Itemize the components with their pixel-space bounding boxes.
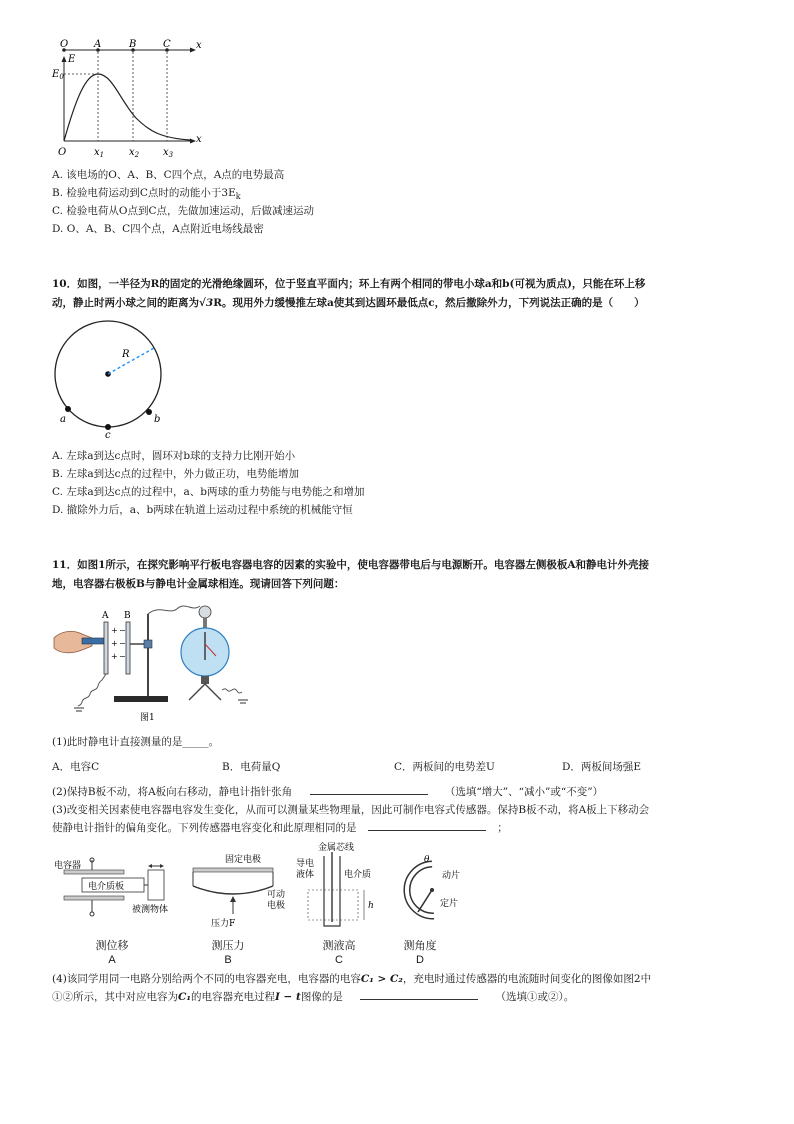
q11-part4-line2: ①②所示，其中对应电容为C₁的电容器充电过程I − t图像的是 （选填①或②）。	[52, 988, 574, 1006]
q9-graph	[50, 38, 210, 163]
plus-sign: +	[111, 652, 118, 661]
graph-label-x-bottom: x	[196, 134, 202, 145]
fig1-label-b: B	[124, 611, 131, 621]
q11-stem-line1: 11．如图1所示，在探究影响平行板电容器电容的因素的实验中，使电容器带电后与电源断开。电容器左侧极板A和静电计外壳接	[52, 559, 650, 571]
sensor-c-label-liquid1: 导电	[296, 859, 315, 869]
q10-stem-line2: 动，静止时两小球之间的距离为√3R。现用外力缓慢推左球a使其到达圆环最低点c，然后撤除外力，下列说法正确的是（ ）	[52, 297, 645, 309]
q10-ring-figure	[50, 318, 170, 440]
q11-part1: (1)此时静电计直接测量的是_____。	[52, 736, 220, 748]
sensor-d-letter[interactable]: D	[416, 954, 424, 966]
q11-p1-option-b[interactable]: B．电荷量Q	[222, 761, 281, 773]
graph-label-x2: $x_2$	[129, 147, 140, 159]
sensor-b-caption: 测压力	[211, 939, 245, 952]
minus-sign: −	[119, 626, 126, 635]
sensor-c-label-core: 金属芯线	[318, 843, 355, 853]
sensor-b-figure	[185, 850, 295, 936]
q11-p1-option-a[interactable]: A．电容C	[52, 761, 100, 773]
q10-stem	[52, 275, 752, 313]
sensor-d-label-moving: 动片	[442, 871, 461, 881]
sensor-c-letter[interactable]: C	[335, 954, 343, 966]
q10-option-d[interactable]: D. 撤除外力后，a、b两球在轨道上运动过程中系统的机械能守恒	[52, 504, 353, 516]
q11-part3-line2: 使静电计指针的偏角变化。下列传感器电容变化和此原理相同的是 ；	[52, 819, 508, 837]
graph-label-c: C	[163, 39, 171, 50]
sensor-d-label-fixed: 定片	[440, 899, 459, 909]
sensor-a-label-dielectric: 电介质板	[88, 882, 125, 892]
graph-label-o-top: O	[60, 39, 69, 50]
q10-option-a[interactable]: A. 左球a到达c点时，圆环对b球的支持力比刚开始小	[52, 450, 296, 462]
sensor-d-label-theta: θ	[424, 855, 430, 865]
q11-p1-option-d[interactable]: D．两板间场强E	[562, 761, 642, 773]
graph-label-x1: $x_1$	[94, 147, 105, 159]
ring-label-r: R	[122, 349, 130, 360]
q11-p1-option-c[interactable]: C．两板间的电势差U	[394, 761, 495, 773]
q11-part2-blank[interactable]	[310, 783, 428, 795]
minus-sign: −	[119, 639, 126, 648]
q11-figure1	[52, 600, 252, 725]
sensor-c-label-dielectric: 电介质	[344, 870, 372, 880]
sensor-b-label-movable2: 电极	[267, 901, 286, 911]
graph-label-b: B	[129, 39, 137, 50]
sensor-d-caption: 测角度	[403, 939, 437, 952]
graph-label-o-bottom: O	[58, 147, 67, 158]
sensor-a-label-capacitor: 电容器	[54, 861, 82, 871]
q9-option-b[interactable]: B. 检验电荷运动到C点时的动能小于$3E_k$	[52, 187, 241, 202]
sensor-d-figure	[390, 850, 470, 936]
sensor-c-caption: 测液高	[322, 939, 356, 952]
sensor-c-label-h: h	[368, 901, 374, 911]
sensor-a-letter[interactable]: A	[108, 954, 116, 966]
graph-label-a: A	[94, 39, 102, 50]
q10-stem-line1: 10．如图，一半径为R的固定的光滑绝缘圆环，位于竖直平面内；环上有两个相同的带电小球a和b(可视为质点)，只能在环上移	[52, 278, 646, 290]
q10-option-c[interactable]: C. 左球a到达c点的过程中，a、b两球的重力势能与电势能之和增加	[52, 486, 365, 498]
ring-label-a: a	[60, 414, 66, 425]
q9-option-c[interactable]: C. 检验电荷从O点到C点，先做加速运动，后做减速运动	[52, 205, 314, 217]
sensor-c-figure	[294, 840, 384, 936]
q9-option-a[interactable]: A. 该电场的O、A、B、C四个点，A点的电势最高	[52, 169, 285, 181]
graph-label-x3: $x_3$	[163, 147, 174, 159]
q11-part3-line1: (3)改变相关因素使电容器电容发生变化，从而可以测量某些物理量，因此可制作电容式传感器。保持B板不动，将A板上下移动会	[52, 804, 650, 816]
sensor-a-figure	[52, 856, 182, 936]
q9-option-d[interactable]: D. O、A、B、C四个点，A点附近电场线最密	[52, 223, 264, 235]
plus-sign: +	[111, 639, 118, 648]
q11-part4-line1: (4)该同学用同一电路分别给两个不同的电容器充电，电容器的电容C₁ > C₂，充电时通过传感器的电流随时间变化的图像如图2中	[52, 973, 652, 985]
graph-label-x-top: x	[196, 40, 202, 51]
ring-label-b: b	[154, 414, 161, 425]
sensor-c-label-liquid2: 液体	[296, 870, 315, 880]
sensor-a-label-object: 被测物体	[132, 905, 169, 915]
sensor-b-label-force: 压力F	[211, 919, 236, 929]
graph-label-e0: $E_0$	[52, 69, 64, 81]
ring-label-c: c	[105, 430, 111, 440]
q11-part2: (2)保持B板不动，将A板向右移动，静电计指针张角 （选填“增大”、“减小”或“不变”）	[52, 783, 603, 801]
q11-part4-blank[interactable]	[360, 988, 478, 1000]
fig1-label-a: A	[102, 611, 109, 621]
plus-sign: +	[111, 626, 118, 635]
graph-label-e-axis: E	[68, 54, 76, 65]
sensor-a-caption: 测位移	[95, 939, 129, 952]
sensor-b-label-fixed: 固定电极	[225, 855, 262, 865]
q11-stem-line2: 地，电容器右极板B与静电计金属球相连。现请回答下列问题：	[52, 578, 345, 590]
minus-sign: −	[119, 652, 126, 661]
q11-stem	[52, 556, 752, 594]
q11-part3-blank[interactable]	[368, 819, 486, 831]
sensor-b-letter[interactable]: B	[224, 954, 232, 966]
sensor-b-label-movable1: 可动	[267, 890, 286, 900]
fig1-caption: 图1	[140, 713, 155, 723]
q10-option-b[interactable]: B. 左球a到达c点的过程中，外力做正功，电势能增加	[52, 468, 300, 480]
